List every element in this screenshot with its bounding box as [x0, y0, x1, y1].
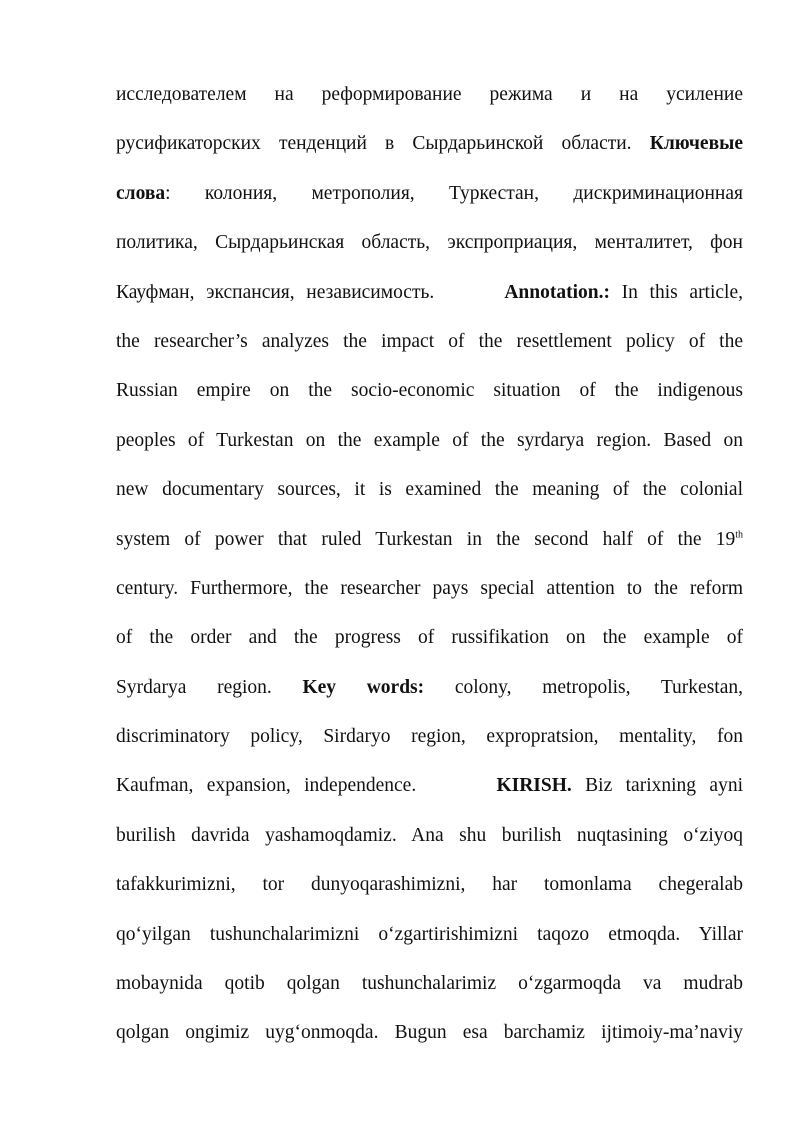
body-text: [116, 70, 743, 1058]
text-line-13: Syrdarya region. Key words: colony, metropolis, Turkestan,: [116, 676, 743, 698]
text-line-1: исследователем на реформирование режима и на усиление: [116, 84, 743, 105]
text-line-14: discriminatory policy, Sirdaryo region, expropratsion, mentality, fon: [116, 726, 743, 748]
text-line-19: mobaynida qotib qolgan tushunchalarimiz o‘zgarmoqda va mudrab: [116, 973, 743, 995]
text-line-17: tafakkurimizni, tor dunyoqarashimizni, har tomonlama chegeralab: [116, 874, 743, 896]
text-line-9: new documentary sources, it is examined the meaning of the colonial: [116, 479, 743, 501]
text-line-6: the researcher’s analyzes the impact of the resettlement policy of the: [116, 330, 743, 352]
text-line-12: of the order and the progress of russifikation on the example of: [116, 627, 743, 649]
text-line-15: Kaufman, expansion, independence. KIRISH. Biz tarixning ayni: [116, 775, 743, 797]
text-line-2: русификаторских тенденций в Сырдарьинской области. Ключевые: [116, 133, 743, 155]
text-line-4: политика, Сырдарьинская область, экспроприация, менталитет, фон: [116, 232, 743, 254]
text-line-10: system of power that ruled Turkestan in the second half of the 19th: [116, 528, 743, 550]
keywords-label-en: Key words:: [302, 676, 425, 698]
text-line-18: qo‘yilgan tushunchalarimizni o‘zgartirishimizni taqozo etmoqda. Yillar: [116, 923, 743, 945]
text-line-3: слова: колония, метрополия, Туркестан, дискриминационная: [116, 182, 743, 204]
kirish-heading: KIRISH.: [496, 775, 572, 797]
text-line-5: Кауфман, экспансия, независимость. Annotation.: In this article,: [116, 281, 743, 303]
keywords-label-ru: Ключевые: [649, 133, 743, 155]
superscript-th: th: [735, 529, 743, 541]
text-line-16: burilish davrida yashamoqdamiz. Ana shu burilish nuqtasining o‘ziyoq: [116, 824, 743, 846]
text-line-11: century. Furthermore, the researcher pays special attention to the reform: [116, 577, 743, 599]
text-line-7: Russian empire on the socio-economic situation of the indigenous: [116, 380, 743, 402]
keywords-label-ru-cont: слова: [116, 182, 166, 204]
text-line-20: qolgan ongimiz uyg‘onmoqda. Bugun esa barchamiz ijtimoiy-ma’naviy: [116, 1022, 743, 1044]
annotation-label: Annotation.:: [504, 281, 610, 303]
text-line-8: peoples of Turkestan on the example of the syrdarya region. Based on: [116, 429, 743, 451]
